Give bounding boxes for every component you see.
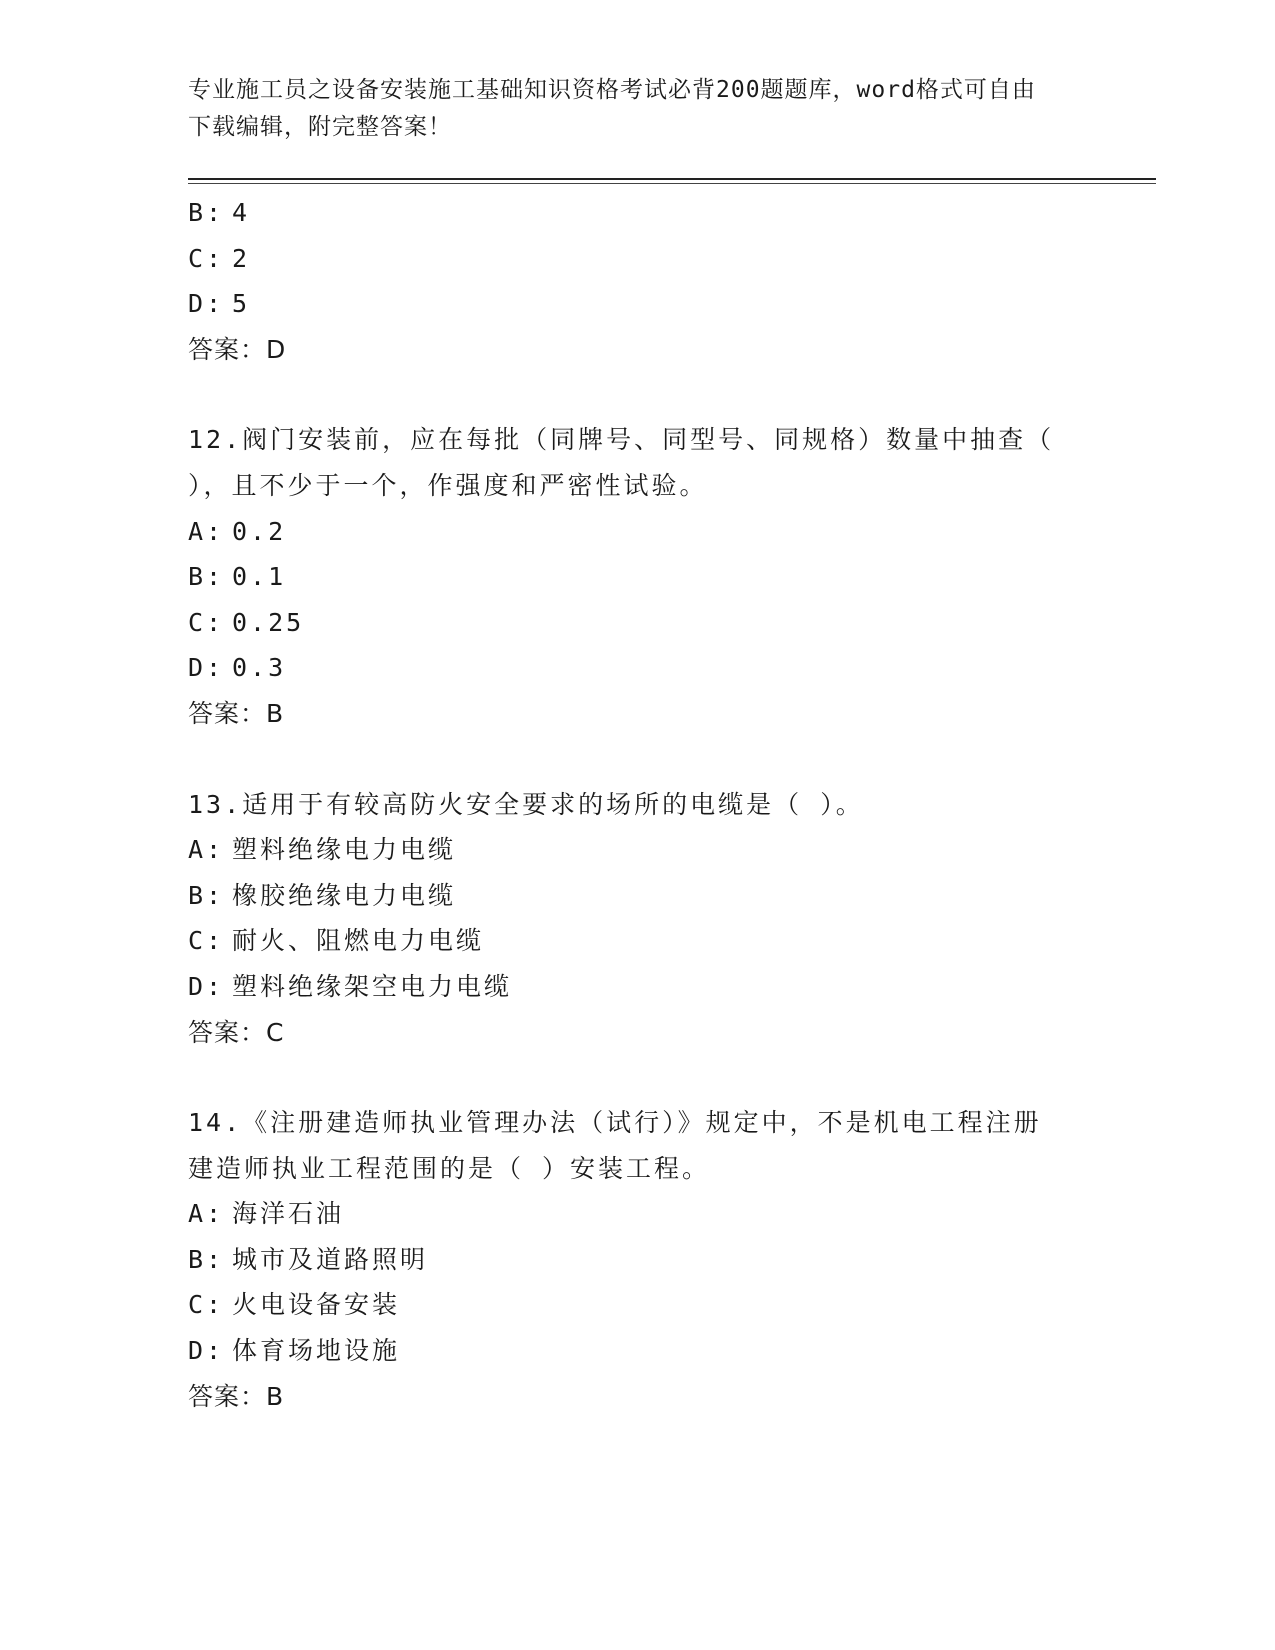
question-stem-cont: ），且不少于一个，作强度和严密性试验。 bbox=[188, 470, 708, 500]
option-b: B: 城市及道路照明 bbox=[188, 1244, 429, 1274]
header-divider-thin bbox=[188, 183, 1156, 184]
answer-text: 答案：B bbox=[188, 1381, 285, 1411]
option-c: C: 火电设备安装 bbox=[188, 1290, 401, 1320]
question-stem-cont: 建造师执业工程范围的是（ ）安装工程。 bbox=[188, 1153, 711, 1183]
header-divider-thick bbox=[188, 178, 1156, 180]
question-12 bbox=[188, 417, 1118, 736]
answer-text: 答案：D bbox=[188, 334, 287, 364]
header-line-2: 下载编辑，附完整答案！ bbox=[188, 114, 452, 140]
question-14 bbox=[188, 1100, 1118, 1419]
question-stem: 12.阀门安装前，应在每批（同牌号、同型号、同规格）数量中抽查（ bbox=[188, 425, 1055, 455]
option-c: C: 0.25 bbox=[188, 607, 305, 637]
option-d: D: 5 bbox=[188, 289, 251, 319]
option-a: A: 塑料绝缘电力电缆 bbox=[188, 835, 457, 865]
question-prev bbox=[188, 190, 1118, 372]
option-d: D: 0.3 bbox=[188, 653, 287, 683]
question-13 bbox=[188, 782, 1118, 1056]
option-b: B: 4 bbox=[188, 198, 251, 227]
option-c: C: 耐火、阻燃电力电缆 bbox=[188, 926, 485, 956]
option-b: B: 0.1 bbox=[188, 562, 287, 592]
option-b: B: 橡胶绝缘电力电缆 bbox=[188, 880, 457, 910]
answer-text: 答案：B bbox=[188, 698, 285, 728]
question-stem: 14.《注册建造师执业管理办法（试行）》规定中，不是机电工程注册 bbox=[188, 1108, 1042, 1138]
question-stem: 13.适用于有较高防火安全要求的场所的电缆是（ ）。 bbox=[188, 789, 864, 819]
answer-text: 答案：C bbox=[188, 1017, 285, 1047]
header-line-1: 专业施工员之设备安装施工基础知识资格考试必背200题题库，word格式可自由 bbox=[188, 77, 1036, 103]
option-a: A: 0.2 bbox=[188, 516, 287, 546]
option-c: C: 2 bbox=[188, 243, 251, 273]
question-list bbox=[188, 190, 1118, 1419]
option-d: D: 体育场地设施 bbox=[188, 1336, 401, 1366]
option-a: A: 海洋石油 bbox=[188, 1199, 345, 1229]
document-header bbox=[188, 72, 1088, 146]
option-d: D: 塑料绝缘架空电力电缆 bbox=[188, 971, 513, 1001]
